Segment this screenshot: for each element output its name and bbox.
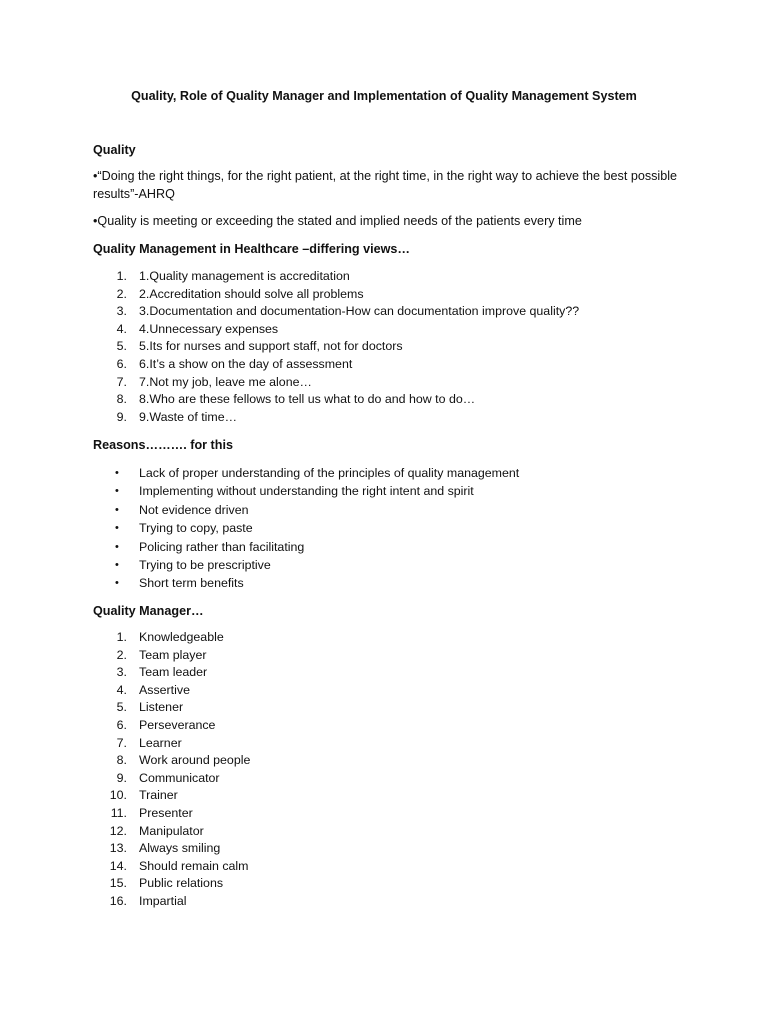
list-number: 9.: [116, 409, 127, 424]
list-number: 10.: [109, 788, 127, 803]
list-item-text: Learner: [139, 735, 182, 750]
list-number: 4.: [116, 321, 127, 336]
list-item-text: 4.Unnecessary expenses: [139, 321, 279, 336]
list-item-text: 8.Who are these fellows to tell us what to do and how to do…: [139, 392, 476, 407]
list-item-text: Communicator: [139, 770, 220, 785]
views-heading: Quality Management in Healthcare –differing views…: [93, 242, 411, 256]
list-item-text: 9.Waste of time…: [139, 409, 238, 424]
list-item-text: Always smiling: [139, 841, 221, 856]
list-number: 16.: [109, 893, 127, 908]
document-title: Quality, Role of Quality Manager and Implementation of Quality Management System: [131, 89, 637, 103]
list-item-text: Presenter: [139, 805, 193, 820]
list-item-text: 2.Accreditation should solve all problems: [139, 286, 364, 301]
list-item-text: Team leader: [139, 665, 208, 680]
list-number: 5.: [116, 700, 127, 715]
bullet-icon: •: [115, 558, 119, 571]
reasons-heading: Reasons………. for this: [93, 438, 233, 452]
list-number: 2.: [116, 647, 127, 662]
list-item-text: 3.Documentation and documentation-How can documentation improve quality??: [139, 304, 580, 319]
bullet-icon: •: [115, 485, 119, 498]
list-item-text: Manipulator: [139, 823, 204, 838]
list-number: 7.: [116, 735, 127, 750]
list-item-text: Perseverance: [139, 717, 216, 732]
list-number: 1.: [116, 269, 127, 283]
list-item-text: Work around people: [139, 753, 251, 768]
list-item-text: Trying to be prescriptive: [139, 557, 271, 572]
list-number: 12.: [109, 823, 127, 838]
list-number: 15.: [109, 876, 127, 891]
list-item-text: Policing rather than facilitating: [139, 539, 305, 554]
list-item-text: 1.Quality management is accreditation: [139, 269, 350, 283]
list-item-text: Trainer: [139, 788, 178, 803]
bullet-icon: •: [115, 522, 119, 535]
list-item-text: Listener: [139, 700, 184, 715]
list-number: 9.: [116, 770, 127, 785]
list-item-text: 5.Its for nurses and support staff, not for doctors: [139, 339, 403, 354]
list-item-text: 7.Not my job, leave me alone…: [139, 374, 312, 389]
list-number: 4.: [116, 682, 127, 697]
list-item-text: 6.It’s a show on the day of assessment: [139, 356, 353, 371]
bullet-icon: •: [115, 577, 119, 590]
quality-heading: Quality: [93, 143, 136, 157]
list-number: 11.: [110, 805, 127, 820]
bullet-icon: •: [115, 540, 119, 553]
list-number: 2.: [116, 286, 127, 301]
list-number: 5.: [116, 339, 127, 354]
list-item-text: Should remain calm: [139, 858, 249, 873]
list-number: 8.: [116, 392, 127, 407]
list-item-text: Not evidence driven: [139, 502, 249, 517]
list-number: 3.: [116, 304, 127, 319]
list-number: 13.: [109, 841, 127, 856]
list-item-text: Lack of proper understanding of the principles of quality management: [139, 466, 520, 480]
list-item-text: Impartial: [139, 893, 187, 908]
list-number: 8.: [116, 753, 127, 768]
list-item-text: Knowledgeable: [139, 630, 224, 644]
list-item-text: Trying to copy, paste: [139, 521, 253, 536]
manager-heading: Quality Manager…: [93, 604, 204, 618]
list-item-text: Short term benefits: [139, 576, 244, 591]
list-number: 6.: [116, 717, 127, 732]
quality-definition-ahrq: •“Doing the right things, for the right patient, at the right time, in the right way to achieve the best possible results”-AHRQ: [93, 169, 678, 201]
list-number: 7.: [116, 374, 127, 389]
list-number: 6.: [116, 356, 127, 371]
bullet-icon: •: [115, 503, 119, 516]
list-item-text: Public relations: [139, 876, 224, 891]
list-number: 1.: [116, 630, 127, 644]
quality-definition-needs: •Quality is meeting or exceeding the stated and implied needs of the patients every time: [93, 214, 582, 228]
bullet-icon: •: [115, 467, 119, 479]
list-item-text: Team player: [139, 647, 207, 662]
list-item-text: Assertive: [139, 682, 190, 697]
list-item-text: Implementing without understanding the right intent and spirit: [139, 484, 474, 499]
list-number: 14.: [109, 858, 127, 873]
list-number: 3.: [116, 665, 127, 680]
